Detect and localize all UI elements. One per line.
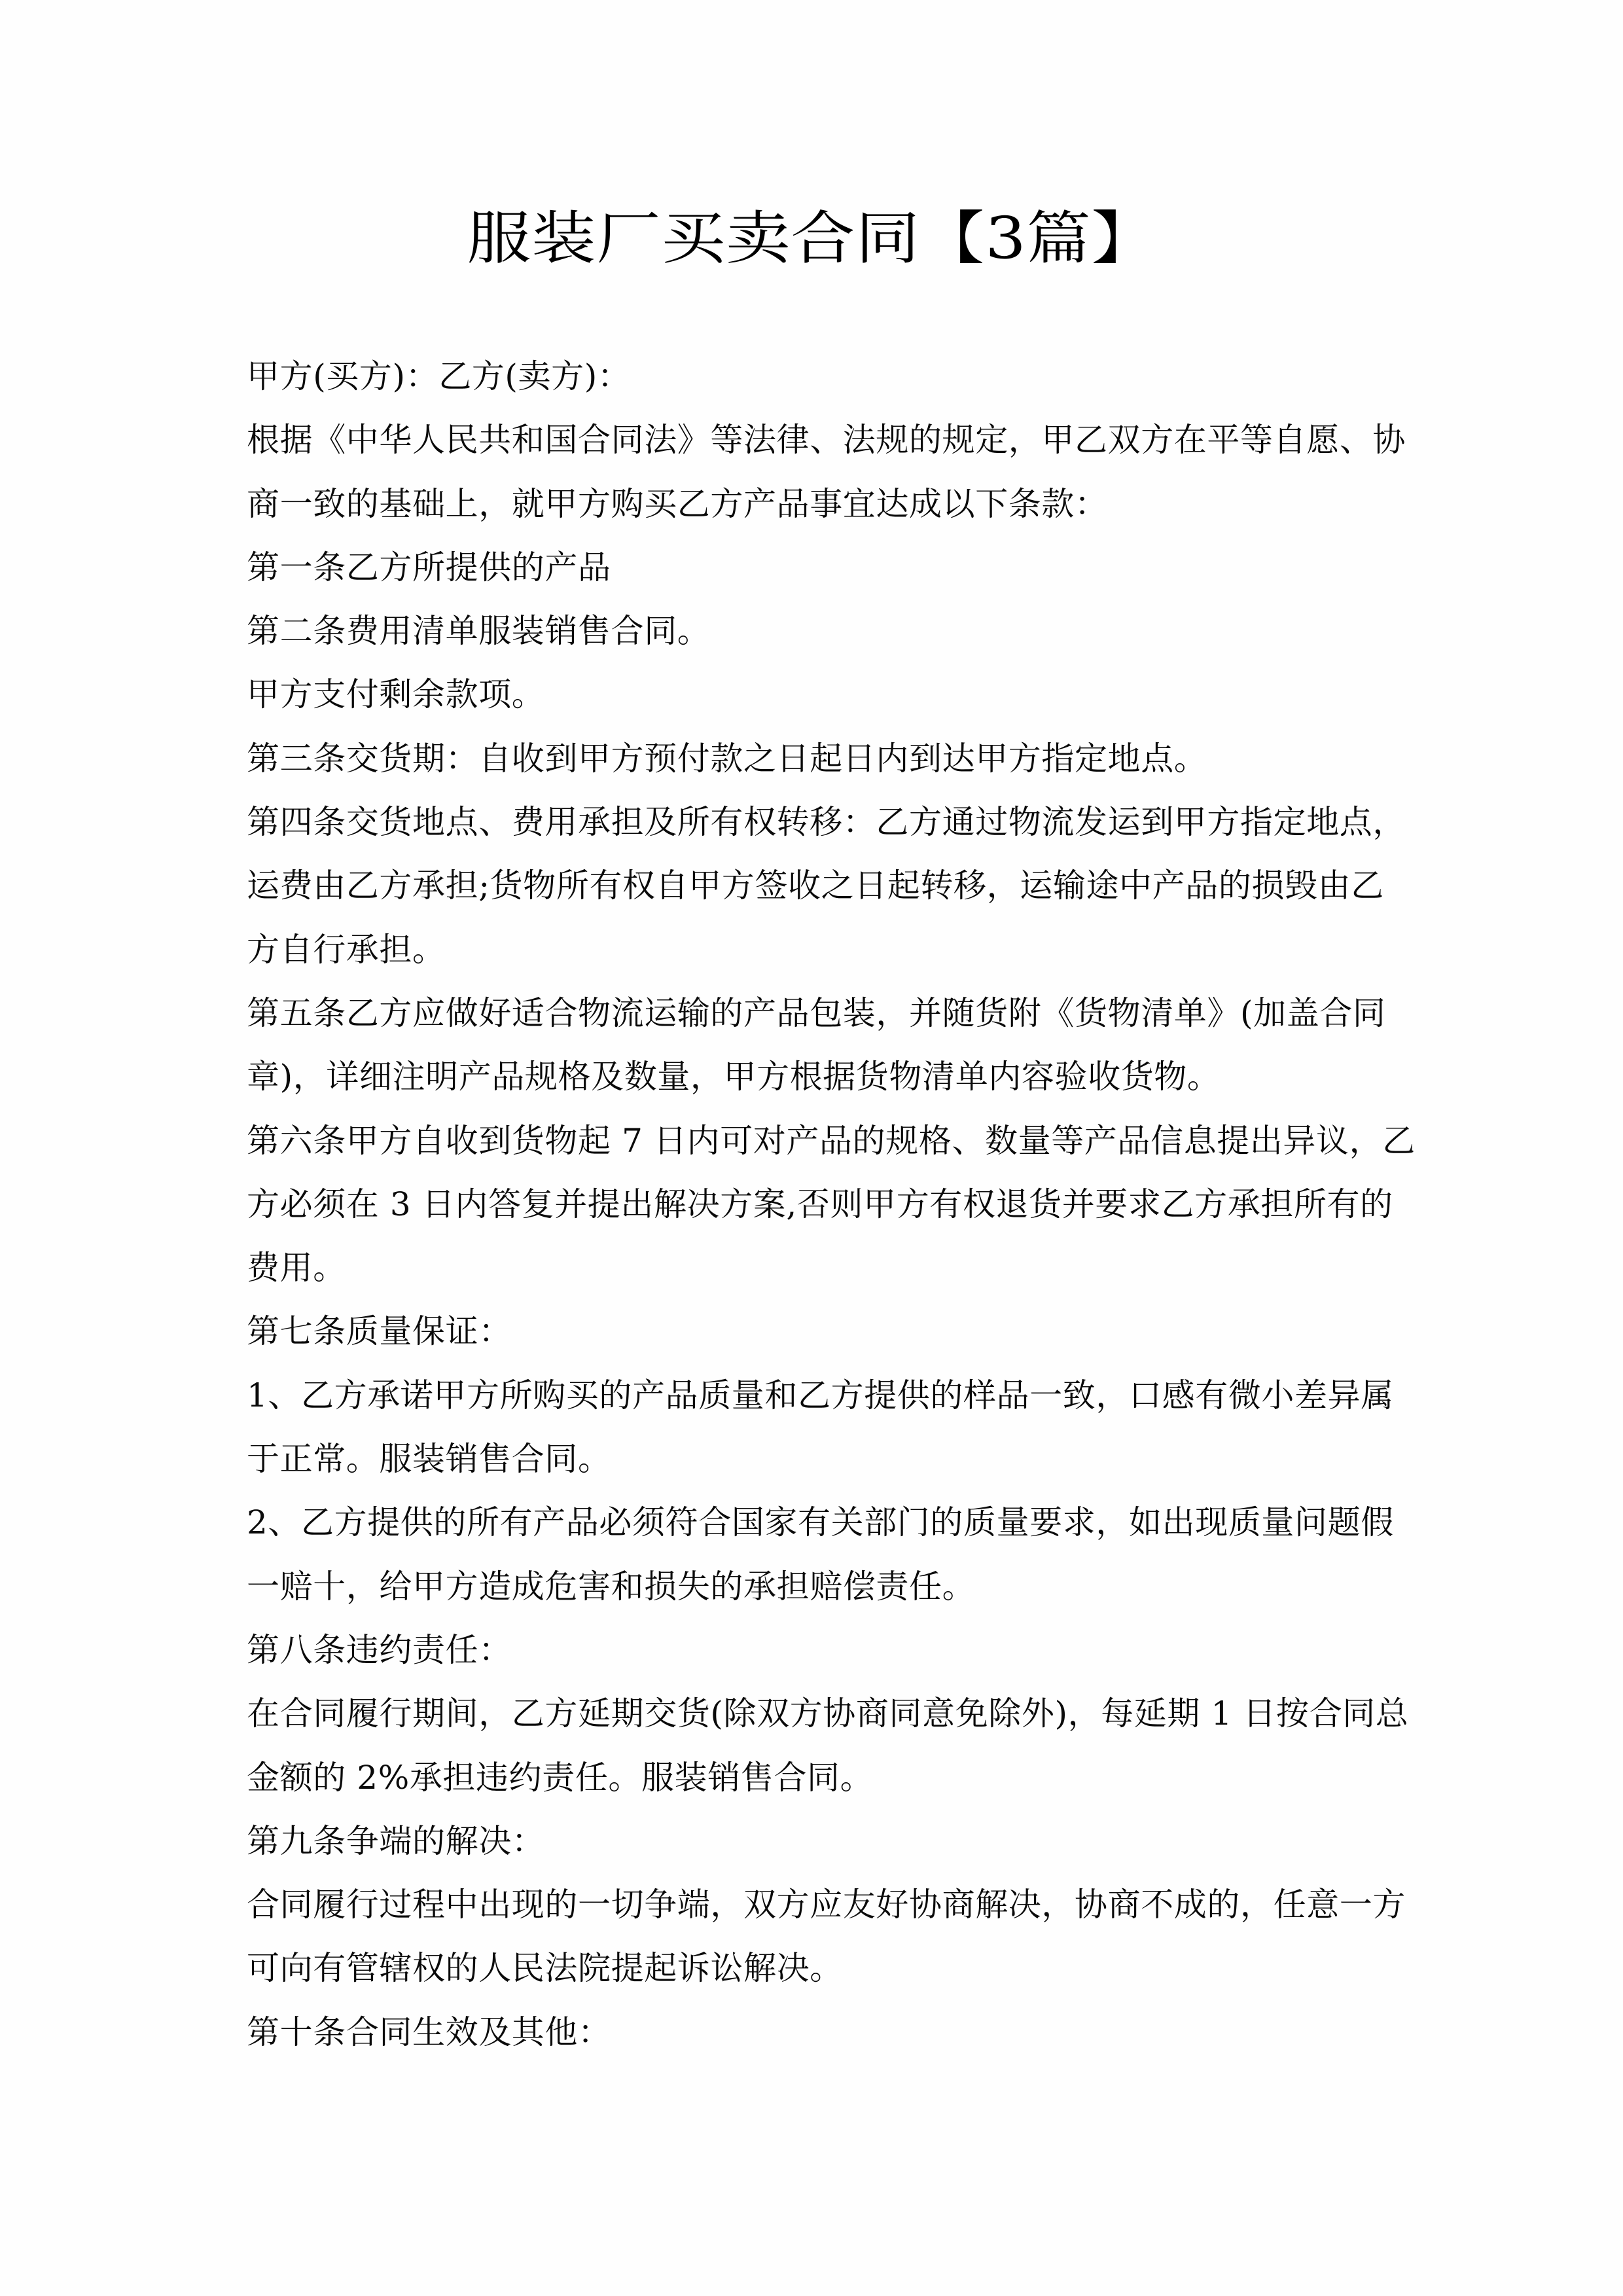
text-line: 合同履行过程中出现的一切争端，双方应友好协商解决，协商不成的，任意一方 bbox=[247, 1886, 1406, 1924]
text-line: 甲方(买方)：乙方(卖方)： bbox=[247, 357, 631, 395]
clause-3-heading: 第三条交货期：自收到甲方预付款之日起日内到达甲方指定地点。 bbox=[247, 739, 1207, 778]
text-line: 于正常。服装销售合同。 bbox=[247, 1440, 611, 1479]
clause-7-heading: 第七条质量保证： bbox=[247, 1312, 512, 1351]
text-line: 方必须在 3 日内答复并提出解决方案,否则甲方有权退货并要求乙方承担所有的 bbox=[247, 1185, 1393, 1223]
text-line: 可向有管辖权的人民法院提起诉讼解决。 bbox=[247, 1949, 843, 1988]
clause-6-heading: 第六条甲方自收到货物起 7 日内可对产品的规格、数量等产品信息提出异议，乙 bbox=[247, 1121, 1416, 1160]
clause-2-heading: 第二条费用清单服装销售合同。 bbox=[247, 612, 711, 651]
text-line: 章)，详细注明产品规格及数量，甲方根据货物清单内容验收货物。 bbox=[247, 1058, 1221, 1096]
clause-10-heading: 第十条合同生效及其他： bbox=[247, 2013, 611, 2051]
clause-1-heading: 第一条乙方所提供的产品 bbox=[247, 548, 611, 586]
clause-8-heading: 第八条违约责任： bbox=[247, 1630, 512, 1669]
text-line: 运费由乙方承担;货物所有权自甲方签收之日起转移，运输途中产品的损毁由乙 bbox=[247, 867, 1384, 905]
text-line: 一赔十，给甲方造成危害和损失的承担赔偿责任。 bbox=[247, 1567, 976, 1605]
text-line: 商一致的基础上，就甲方购买乙方产品事宜达成以下条款： bbox=[247, 484, 1108, 523]
clause-5-heading: 第五条乙方应做好适合物流运输的产品包装，并随货附《货物清单》(加盖合同 bbox=[247, 994, 1386, 1032]
text-line: 根据《中华人民共和国合同法》等法律、法规的规定，甲乙双方在平等自愿、协 bbox=[247, 421, 1406, 459]
list-item: 1、乙方承诺甲方所购买的产品质量和乙方提供的样品一致，口感有微小差异属 bbox=[247, 1376, 1394, 1414]
clause-9-heading: 第九条争端的解决： bbox=[247, 1821, 545, 1860]
text-line: 甲方支付剩余款项。 bbox=[247, 675, 545, 714]
clause-4-heading: 第四条交货地点、费用承担及所有权转移：乙方通过物流发运到甲方指定地点， bbox=[247, 803, 1406, 842]
text-line: 在合同履行期间，乙方延期交货(除双方协商同意免除外)，每延期 1 日按合同总 bbox=[247, 1695, 1409, 1733]
list-item: 2、乙方提供的所有产品必须符合国家有关部门的质量要求，如出现质量问题假 bbox=[247, 1503, 1394, 1542]
text-line: 金额的 2%承担违约责任。服装销售合同。 bbox=[247, 1758, 874, 1797]
document-title: 服装厂买卖合同【3篇】 bbox=[467, 205, 1156, 273]
text-line: 费用。 bbox=[247, 1249, 346, 1287]
document-body bbox=[247, 345, 1416, 2064]
text-line: 方自行承担。 bbox=[247, 930, 446, 969]
